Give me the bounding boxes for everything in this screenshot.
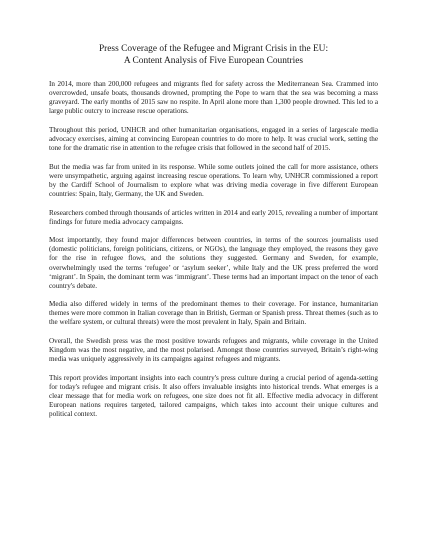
paragraph-3: But the media was far from united in its response. While some outlets joined the call for more assistance, others were unsympathetic, arguing against increasing rescue operations. To learn why, UNHCR commissioned a report by the Cardiff School of Journalism to explore what was driving media coverage in five different European countries: Spain, Italy, Germany, the UK and Sweden. bbox=[49, 162, 378, 198]
paragraph-8: This report provides important insights into each country's press culture during a crucial period of agenda-setting for today's refugee and migrant crisis. It also offers invaluable insights into historical trends. What emerges is a clear message that for media work on refugees, one size does not fit all. Effective media advocacy in different European nations requires targeted, tailored campaigns, which takes into account their unique cultures and political context. bbox=[49, 373, 378, 419]
document-title bbox=[49, 44, 378, 67]
title-line-2: A Content Analysis of Five European Countries bbox=[123, 55, 304, 66]
paragraph-1: In 2014, more than 200,000 refugees and migrants fled for safety across the Mediterranean Sea. Crammed into overcrowded, unsafe boats, thousands drowned, prompting the Pope to warn that the sea was becoming a mass graveyard. The early months of 2015 saw no respite. In April alone more than 1,300 people drowned. This led to a large public outcry to increase rescue operations. bbox=[49, 80, 378, 116]
paragraph-2: Throughout this period, UNHCR and other humanitarian organisations, engaged in a series of largescale media advocacy exercises, aiming at convincing European countries to do more to help. It was crucial work, setting the tone for the dramatic rise in attention to the refugee crisis that followed in the second half of 2015. bbox=[49, 125, 378, 153]
paragraph-6: Media also differed widely in terms of the predominant themes to their coverage. For instance, humanitarian themes were more common in Italian coverage than in British, German or Spanish press. Threat themes (such as to the welfare system, or cultural threats) were the most prevalent in Italy, Spain and Britain. bbox=[49, 300, 378, 327]
paragraph-4: Researchers combed through thousands of articles written in 2014 and early 2015, revealing a number of important findings for future media advocacy campaigns. bbox=[49, 208, 378, 226]
paragraph-7: Overall, the Swedish press was the most positive towards refugees and migrants, while coverage in the United Kingdom was the most negative, and the most polarised. Amongst those countries surveyed, Britain’s right-wing media was uniquely aggressively in its campaigns against refugees and migrants. bbox=[49, 337, 378, 364]
paragraph-5: Most importantly, they found major differences between countries, in terms of the sources journalists used (domestic politicians, foreign politicians, citizens, or NGOs), the language they employed, the reasons they gave for the rise in refugee flows, and the solutions they suggested. Germany and Sweden, for example, overwhelmingly used the terms ‘refugee’ or ‘asylum seeker’, while Italy and the UK press preferred the word ‘migrant’. In Spain, the dominant term was ‘immigrant’. These terms had an important impact on the tenor of each country's debate. bbox=[49, 236, 378, 290]
title-line-1: Press Coverage of the Refugee and Migrant Crisis in the EU: bbox=[98, 44, 329, 54]
